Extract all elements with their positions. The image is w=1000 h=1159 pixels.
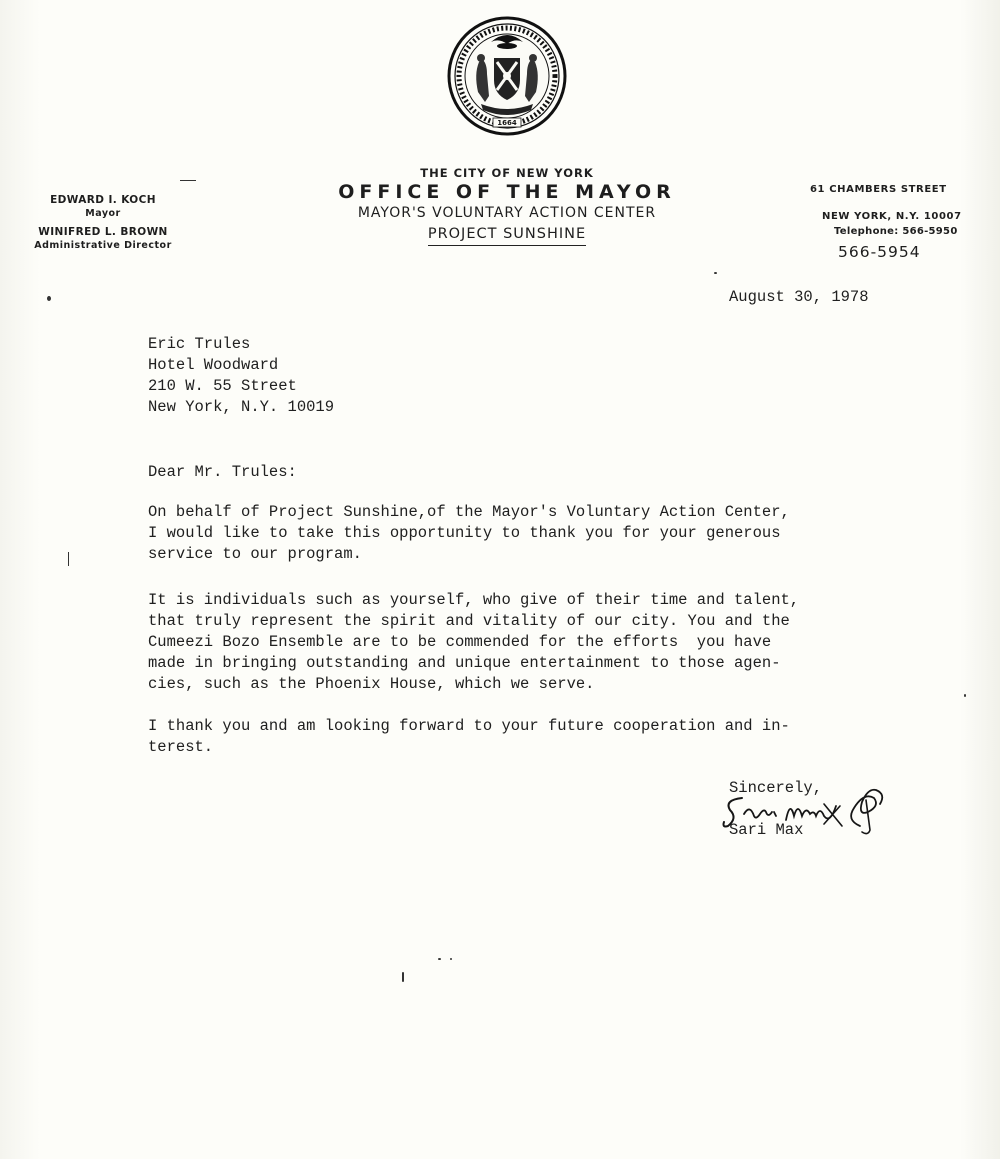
seal-year: 1664 [497, 119, 517, 128]
signer-name: Sari Max [729, 821, 804, 839]
scan-speck [438, 958, 441, 960]
scan-speck [402, 972, 404, 982]
city-name: THE CITY OF NEW YORK [420, 166, 594, 180]
scan-speck [68, 552, 69, 566]
city-seal-logo [447, 14, 567, 138]
letterhead-right [810, 182, 990, 263]
recipient-address: Eric Trules Hotel Woodward 210 W. 55 Street New York, N.Y. 10019 [148, 335, 335, 416]
scan-speck [964, 694, 966, 697]
closing: Sincerely, [729, 779, 823, 797]
telephone: Telephone: 566-5950 [834, 226, 958, 237]
handwritten-phone: 566-5954 [838, 243, 921, 261]
director-name: WINIFRED L. BROWN [38, 226, 168, 238]
mayor-name: EDWARD I. KOCH [50, 194, 156, 206]
scan-speck [47, 296, 51, 301]
scan-speck [450, 958, 452, 960]
city-zip: NEW YORK, N.Y. 10007 [822, 211, 962, 222]
office-title: OFFICE OF THE MAYOR [338, 181, 676, 203]
center-name: MAYOR'S VOLUNTARY ACTION CENTER [357, 205, 657, 221]
body-paragraph-3: I thank you and am looking forward to your future cooperation and in- terest. [148, 717, 790, 756]
scan-speck [180, 180, 196, 181]
mayor-title: Mayor [85, 208, 121, 219]
body-paragraph-2: It is individuals such as yourself, who give of their time and talent, that truly represent the spirit and vitality of our city. You and the Cumeezi Bozo Ensemble are to be commended for the efforts you have made in bringing outstanding and unique entertainment to those agen- cies, such as the Phoenix House, which we serve. [148, 591, 800, 693]
director-title: Administrative Director [34, 240, 172, 251]
street-address: 61 CHAMBERS STREET [810, 184, 947, 195]
letterhead-left [28, 194, 178, 252]
project-name: PROJECT SUNSHINE [428, 225, 586, 246]
salutation: Dear Mr. Trules: [148, 463, 297, 481]
letter-date: August 30, 1978 [729, 288, 869, 306]
body-paragraph-1: On behalf of Project Sunshine,of the Mayor's Voluntary Action Center, I would like to take this opportunity to thank you for your generous service to our program. [148, 503, 790, 563]
scan-speck [714, 272, 717, 274]
letterhead-center [300, 166, 714, 246]
